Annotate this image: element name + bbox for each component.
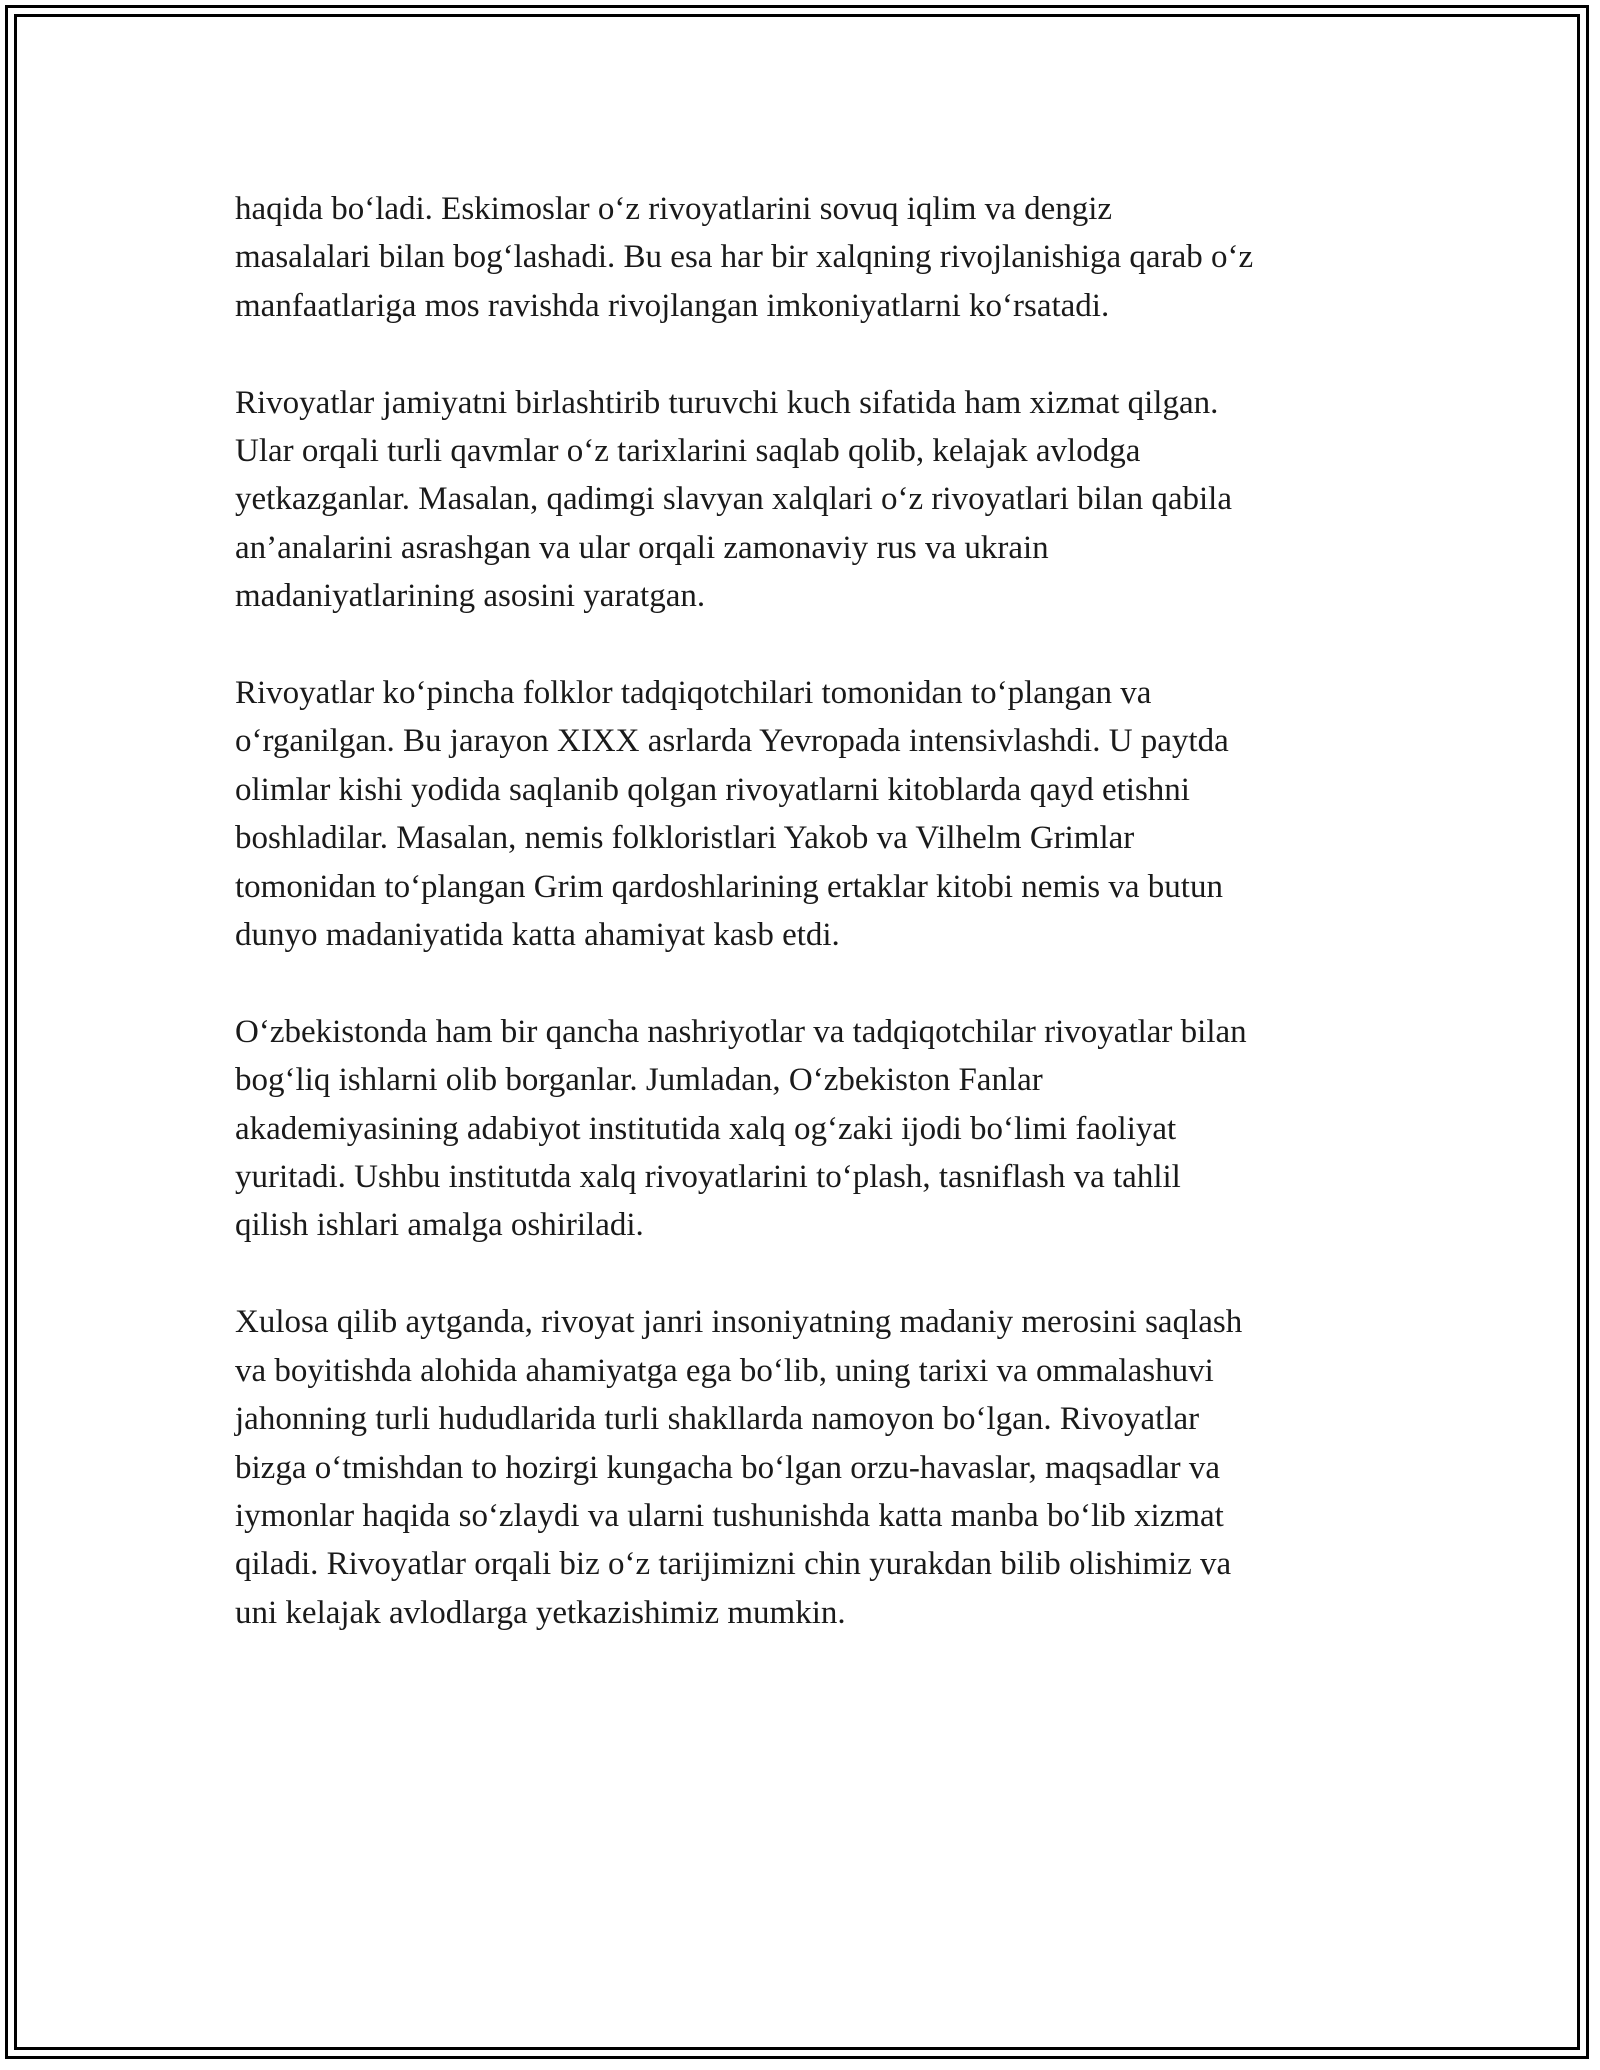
- text-line: dunyo madaniyatida katta ahamiyat kasb etdi.: [235, 917, 840, 954]
- text-line: va boyitishda alohida ahamiyatga ega bo‘lib, uning tarixi va ommalashuvi: [235, 1352, 1214, 1389]
- text-line: tomonidan to‘plangan Grim qardoshlarining ertaklar kitobi nemis va butun: [235, 868, 1223, 905]
- document-body: [235, 185, 1385, 1686]
- text-line: Rivoyatlar jamiyatni birlashtirib turuvchi kuch sifatida ham xizmat qilgan.: [235, 384, 1219, 421]
- text-line: Rivoyatlar ko‘pincha folklor tadqiqotchilari tomonidan to‘plangan va: [235, 675, 1152, 712]
- text-line: bog‘liq ishlarni olib borganlar. Jumladan, O‘zbekiston Fanlar: [235, 1062, 1043, 1099]
- text-line: bizga o‘tmishdan to hozirgi kungacha bo‘lgan orzu-havaslar, maqsadlar va: [235, 1449, 1220, 1486]
- text-line: Xulosa qilib aytganda, rivoyat janri insoniyatning madaniy merosini saqlash: [235, 1304, 1243, 1341]
- paragraph-4: [235, 1008, 1385, 1250]
- paragraph-2: [235, 379, 1385, 621]
- text-line: qilish ishlari amalga oshiriladi.: [235, 1207, 644, 1244]
- text-line: o‘rganilgan. Bu jarayon XIXX asrlarda Yevropada intensivlashdi. U paytda: [235, 723, 1229, 760]
- paragraph-3: [235, 669, 1385, 959]
- text-line: jahonning turli hududlarida turli shakllarda namoyon bo‘lgan. Rivoyatlar: [235, 1401, 1200, 1438]
- text-line: yuritadi. Ushbu institutda xalq rivoyatlarini to‘plash, tasniflash va tahlil: [235, 1159, 1181, 1196]
- text-line: akademiyasining adabiyot institutida xalq og‘zaki ijodi bo‘limi faoliyat: [235, 1110, 1177, 1147]
- text-line: masalalari bilan bog‘lashadi. Bu esa har bir xalqning rivojlanishiga qarab o‘z: [235, 239, 1254, 276]
- text-line: qiladi. Rivoyatlar orqali biz o‘z tarijimizni chin yurakdan bilib olishimiz va: [235, 1546, 1232, 1583]
- text-line: O‘zbekistonda ham bir qancha nashriyotlar va tadqiqotchilar rivoyatlar bilan: [235, 1013, 1247, 1050]
- text-line: an’analarini asrashgan va ular orqali zamonaviy rus va ukrain: [235, 529, 1049, 566]
- text-line: madaniyatlarining asosini yaratgan.: [235, 578, 706, 615]
- text-line: uni kelajak avlodlarga yetkazishimiz mumkin.: [235, 1594, 846, 1631]
- text-line: iymonlar haqida so‘zlaydi va ularni tushunishda katta manba bo‘lib xizmat: [235, 1497, 1224, 1534]
- text-line: Ular orqali turli qavmlar o‘z tarixlarini saqlab qolib, kelajak avlodga: [235, 433, 1141, 470]
- text-line: boshladilar. Masalan, nemis folkloristlari Yakob va Vilhelm Grimlar: [235, 820, 1135, 857]
- paragraph-5: [235, 1298, 1385, 1637]
- paragraph-1: [235, 185, 1385, 330]
- text-line: olimlar kishi yodida saqlanib qolgan rivoyatlarni kitoblarda qayd etishni: [235, 771, 1190, 808]
- text-line: yetkazganlar. Masalan, qadimgi slavyan xalqlari o‘z rivoyatlari bilan qabila: [235, 481, 1232, 518]
- text-line: manfaatlariga mos ravishda rivojlangan imkoniyatlarni ko‘rsatadi.: [235, 287, 1110, 324]
- text-line: haqida bo‘ladi. Eskimoslar o‘z rivoyatlarini sovuq iqlim va dengiz: [235, 191, 1113, 227]
